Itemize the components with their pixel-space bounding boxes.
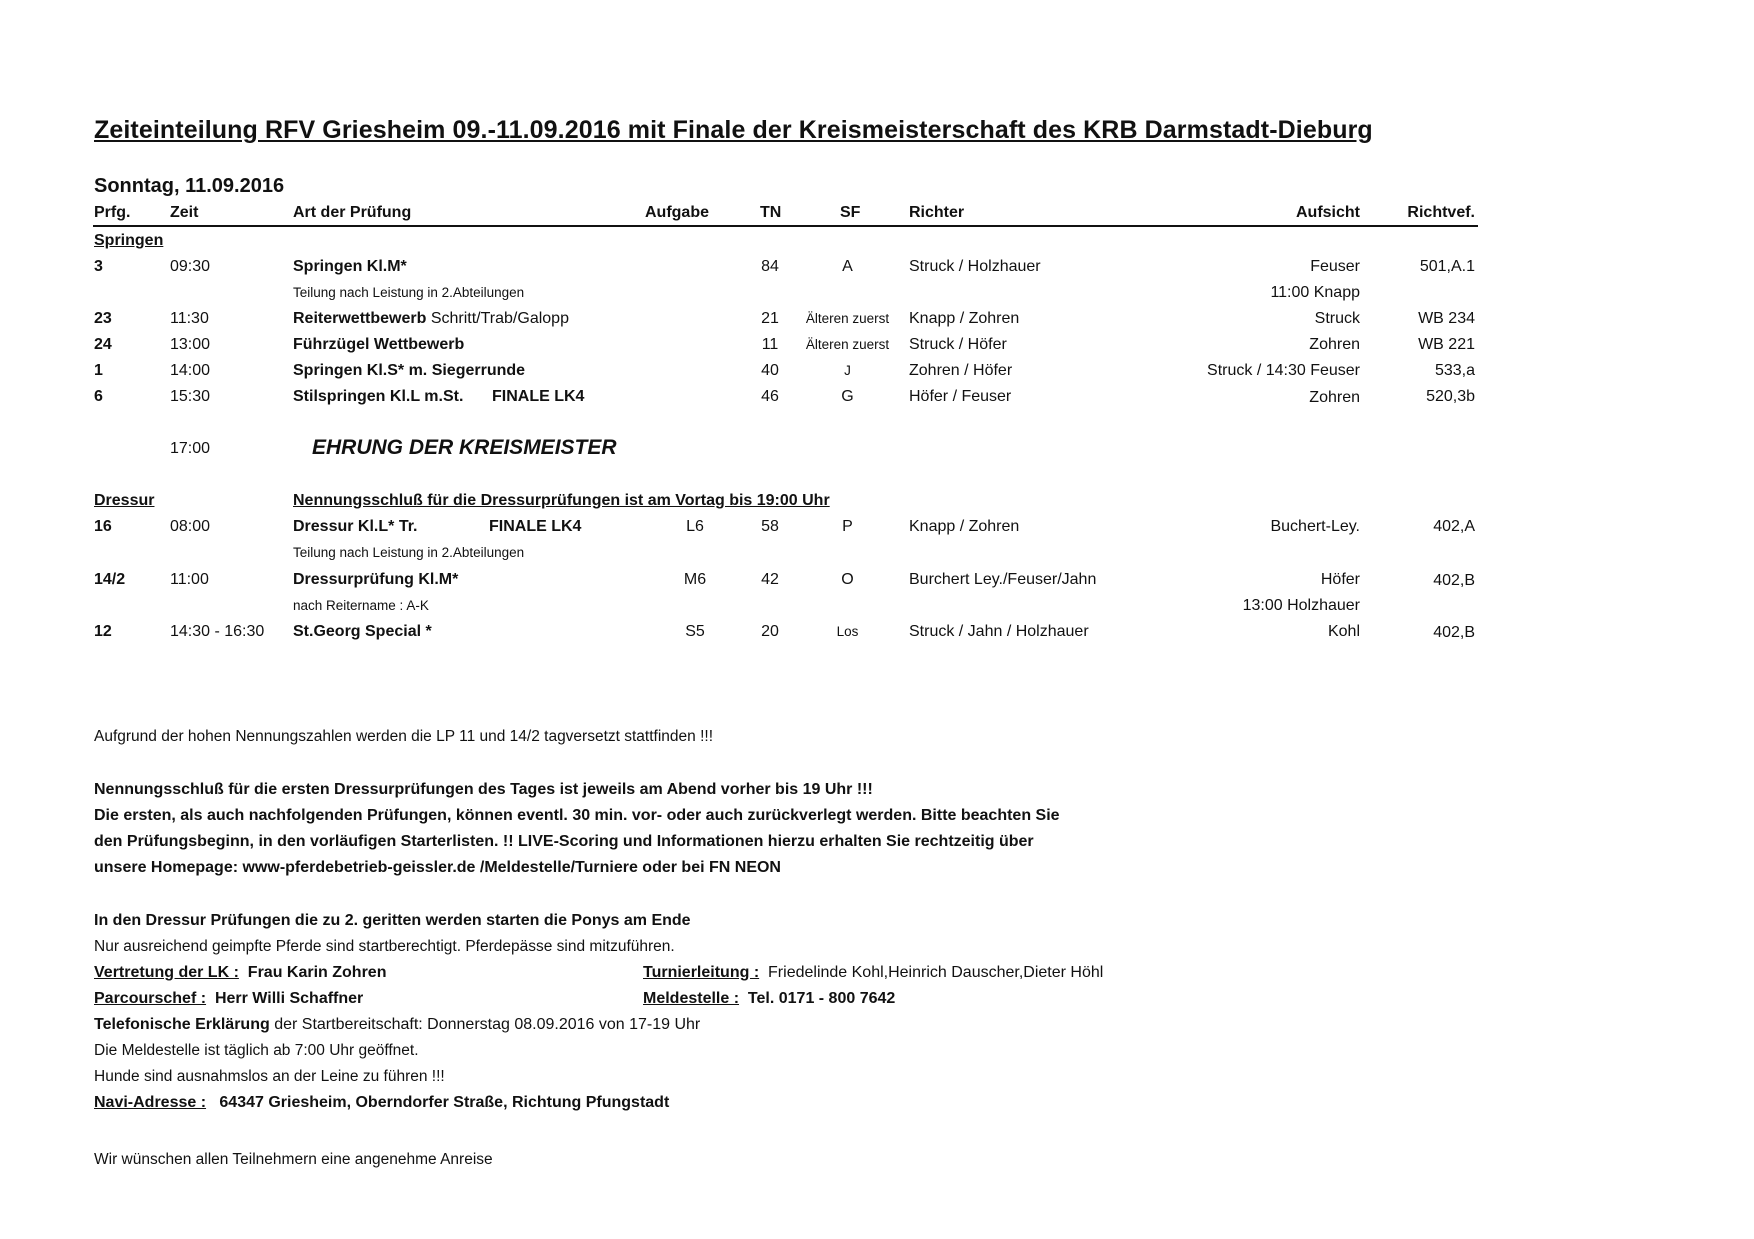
cell-sf: P <box>842 518 853 535</box>
header-tn: TN <box>760 204 782 221</box>
cell-art: Führzügel Wettbewerb <box>293 336 465 353</box>
note-starterlisten: den Prüfungsbeginn, in den vorläufigen Starterlisten. !! LIVE-Scoring und Informationen hierzu erhalten Sie rechtzeitig über <box>94 833 1034 850</box>
cell-sub-aufsicht: 13:00 Holzhauer <box>1242 597 1360 614</box>
cell-sub-aufsicht: 11:00 Knapp <box>1270 284 1360 301</box>
cell-aufsicht: Zohren <box>1309 389 1360 406</box>
cell-aufgabe: M6 <box>683 571 707 588</box>
cell-tn: 84 <box>761 258 779 275</box>
cell-sf: G <box>841 388 854 405</box>
cell-art: St.Georg Special * <box>293 623 432 640</box>
note-nennungsschluss: Nennungsschluß für die ersten Dressurprüfungen des Tages ist jeweils am Abend vorher bis 19 Uhr !!! <box>94 781 873 798</box>
navi-line <box>94 1094 669 1112</box>
telefon-line <box>94 1016 700 1034</box>
note-hunde: Hunde sind ausnahmslos an der Leine zu führen !!! <box>94 1068 445 1085</box>
ehrung-time: 17:00 <box>170 440 211 457</box>
cell-richter: Höfer / Feuser <box>909 388 1012 405</box>
turnier-label: Turnierleitung : <box>643 964 760 981</box>
cell-sf: O <box>841 571 854 588</box>
cell-richter: Burchert Ley./Feuser/Jahn <box>909 571 1097 588</box>
note-closing: Wir wünschen allen Teilnehmern eine angenehme Anreise <box>94 1151 493 1168</box>
note-ponys: In den Dressur Prüfungen die zu 2. geritten werden starten die Ponys am Ende <box>94 912 691 929</box>
header-aufsicht: Aufsicht <box>1296 204 1360 221</box>
cell-richtvef: 501,A.1 <box>1419 258 1475 275</box>
ehrung-title: EHRUNG DER KREISMEISTER <box>312 436 617 459</box>
cell-richtvef: 402,A <box>1433 518 1475 535</box>
document-title: Zeiteinteilung RFV Griesheim 09.-11.09.2016 mit Finale der Kreismeisterschaft des KRB Darmstadt-Dieburg <box>94 116 1373 144</box>
section-dressur: Dressur <box>94 492 155 509</box>
cell-richtvef: 402,B <box>1433 624 1475 641</box>
cell-tn: 21 <box>761 310 779 327</box>
cell-sf: Älteren zuerst <box>805 337 890 352</box>
melde-value: Tel. 0171 - 800 7642 <box>747 990 896 1007</box>
header-art: Art der Prüfung <box>293 204 412 221</box>
note-impfung: Nur ausreichend geimpfte Pferde sind startberechtigt. Pferdepässe sind mitzuführen. <box>94 938 675 955</box>
cell-zeit: 14:30 - 16:30 <box>170 623 265 640</box>
telefon-rest: der Startbereitschaft: Donnerstag 08.09.2016 von 17-19 Uhr <box>274 1016 701 1033</box>
dressur-notice: Nennungsschluß für die Dressurprüfungen ist am Vortag bis 19:00 Uhr <box>293 492 830 509</box>
vertretung-value: Frau Karin Zohren <box>247 964 387 981</box>
cell-tn: 46 <box>761 388 779 405</box>
cell-art-extra: FINALE LK4 <box>489 518 582 535</box>
parcours-value: Herr Willi Schaffner <box>214 990 364 1007</box>
cell-sub-note: Teilung nach Leistung in 2.Abteilungen <box>293 285 525 300</box>
cell-zeit: 09:30 <box>170 258 211 275</box>
cell-richtvef: WB 221 <box>1418 336 1475 353</box>
cell-art: Dressur Kl.L* Tr. <box>293 518 418 535</box>
cell-aufsicht: Feuser <box>1310 258 1360 275</box>
vertretung-label: Vertretung der LK : <box>94 964 239 981</box>
cell-zeit: 14:00 <box>170 362 211 379</box>
cell-art: Dressurprüfung Kl.M* <box>293 571 459 588</box>
cell-aufgabe: L6 <box>686 518 704 535</box>
header-zeit: Zeit <box>170 204 199 221</box>
parcours-line <box>94 990 363 1008</box>
cell-art-main: Reiterwettbewerb <box>293 310 427 327</box>
cell-prfg: 23 <box>94 310 112 327</box>
note-meldestelle: Die Meldestelle ist täglich ab 7:00 Uhr geöffnet. <box>94 1042 419 1059</box>
cell-art <box>293 310 569 328</box>
cell-sf: J <box>844 363 851 378</box>
cell-richtvef: WB 234 <box>1418 310 1475 327</box>
cell-richter: Struck / Holzhauer <box>909 258 1041 275</box>
cell-zeit: 15:30 <box>170 388 211 405</box>
cell-zeit: 08:00 <box>170 518 211 535</box>
header-richter: Richter <box>909 204 965 221</box>
cell-sub-note: Teilung nach Leistung in 2.Abteilungen <box>293 545 525 560</box>
cell-richter: Knapp / Zohren <box>909 518 1020 535</box>
cell-zeit: 11:30 <box>170 310 209 327</box>
header-sf: SF <box>840 204 861 221</box>
turnier-line <box>643 964 1103 982</box>
cell-tn: 20 <box>761 623 779 640</box>
telefon-bold: Telefonische Erklärung <box>94 1016 270 1033</box>
cell-aufsicht: Zohren <box>1309 336 1360 353</box>
cell-richtvef: 402,B <box>1433 572 1475 589</box>
cell-art: Stilspringen Kl.L m.St. <box>293 388 464 405</box>
vertretung-line <box>94 964 386 982</box>
cell-prfg: 14/2 <box>94 571 126 588</box>
cell-tn: 42 <box>761 571 779 588</box>
cell-prfg: 24 <box>94 336 112 353</box>
note-homepage: unsere Homepage: www-pferdebetrieb-geissler.de /Meldestelle/Turniere oder bei FN NEON <box>94 859 781 876</box>
cell-tn: 40 <box>761 362 779 379</box>
cell-aufsicht: Struck / 14:30 Feuser <box>1207 362 1360 379</box>
cell-richter: Zohren / Höfer <box>909 362 1013 379</box>
cell-prfg: 1 <box>94 362 103 379</box>
cell-richter: Struck / Höfer <box>909 336 1007 353</box>
cell-aufgabe: S5 <box>685 623 705 640</box>
header-richtvef: Richtvef. <box>1407 204 1475 221</box>
cell-richter: Knapp / Zohren <box>909 310 1020 327</box>
melde-line <box>643 990 895 1008</box>
cell-tn: 58 <box>761 518 779 535</box>
cell-richtvef: 520,3b <box>1426 388 1475 405</box>
cell-prfg: 6 <box>94 388 103 405</box>
header-divider <box>93 225 1478 227</box>
melde-label: Meldestelle : <box>643 990 740 1007</box>
cell-aufsicht: Buchert-Ley. <box>1270 518 1360 535</box>
header-aufgabe: Aufgabe <box>645 204 709 221</box>
cell-art: Springen Kl.S* m. Siegerrunde <box>293 362 526 379</box>
cell-sub-note: nach Reitername : A-K <box>293 598 429 613</box>
cell-prfg: 16 <box>94 518 112 535</box>
section-springen: Springen <box>94 232 164 249</box>
cell-prfg: 3 <box>94 258 103 275</box>
parcours-label: Parcourschef : <box>94 990 207 1007</box>
cell-art-extra: Schritt/Trab/Galopp <box>430 310 569 327</box>
cell-art: Springen Kl.M* <box>293 258 407 275</box>
cell-aufsicht: Kohl <box>1327 623 1360 640</box>
cell-sf: Los <box>836 624 859 639</box>
cell-sf: Älteren zuerst <box>805 311 890 326</box>
navi-label: Navi-Adresse : <box>94 1094 207 1111</box>
cell-richter: Struck / Jahn / Holzhauer <box>909 623 1089 640</box>
day-heading: Sonntag, 11.09.2016 <box>94 175 285 197</box>
header-prfg: Prfg. <box>94 204 131 221</box>
cell-aufsicht: Höfer <box>1320 571 1360 588</box>
note-verlegung: Die ersten, als auch nachfolgenden Prüfungen, können eventl. 30 min. vor- oder auch zurückverlegt werden. Bitte beachten Sie <box>94 807 1060 824</box>
note-tagversetzt: Aufgrund der hohen Nennungszahlen werden die LP 11 und 14/2 tagversetzt stattfinden !!! <box>94 728 714 745</box>
cell-richtvef: 533,a <box>1434 362 1475 379</box>
cell-art-extra: FINALE LK4 <box>492 388 585 405</box>
cell-zeit: 13:00 <box>170 336 211 353</box>
cell-prfg: 12 <box>94 623 112 640</box>
cell-zeit: 11:00 <box>170 571 209 588</box>
turnier-value: Friedelinde Kohl,Heinrich Dauscher,Dieter Höhl <box>768 964 1104 981</box>
cell-aufsicht: Struck <box>1314 310 1360 327</box>
navi-value: 64347 Griesheim, Oberndorfer Straße, Richtung Pfungstadt <box>219 1094 670 1111</box>
cell-tn: 11 <box>761 336 779 353</box>
cell-sf: A <box>842 258 853 275</box>
